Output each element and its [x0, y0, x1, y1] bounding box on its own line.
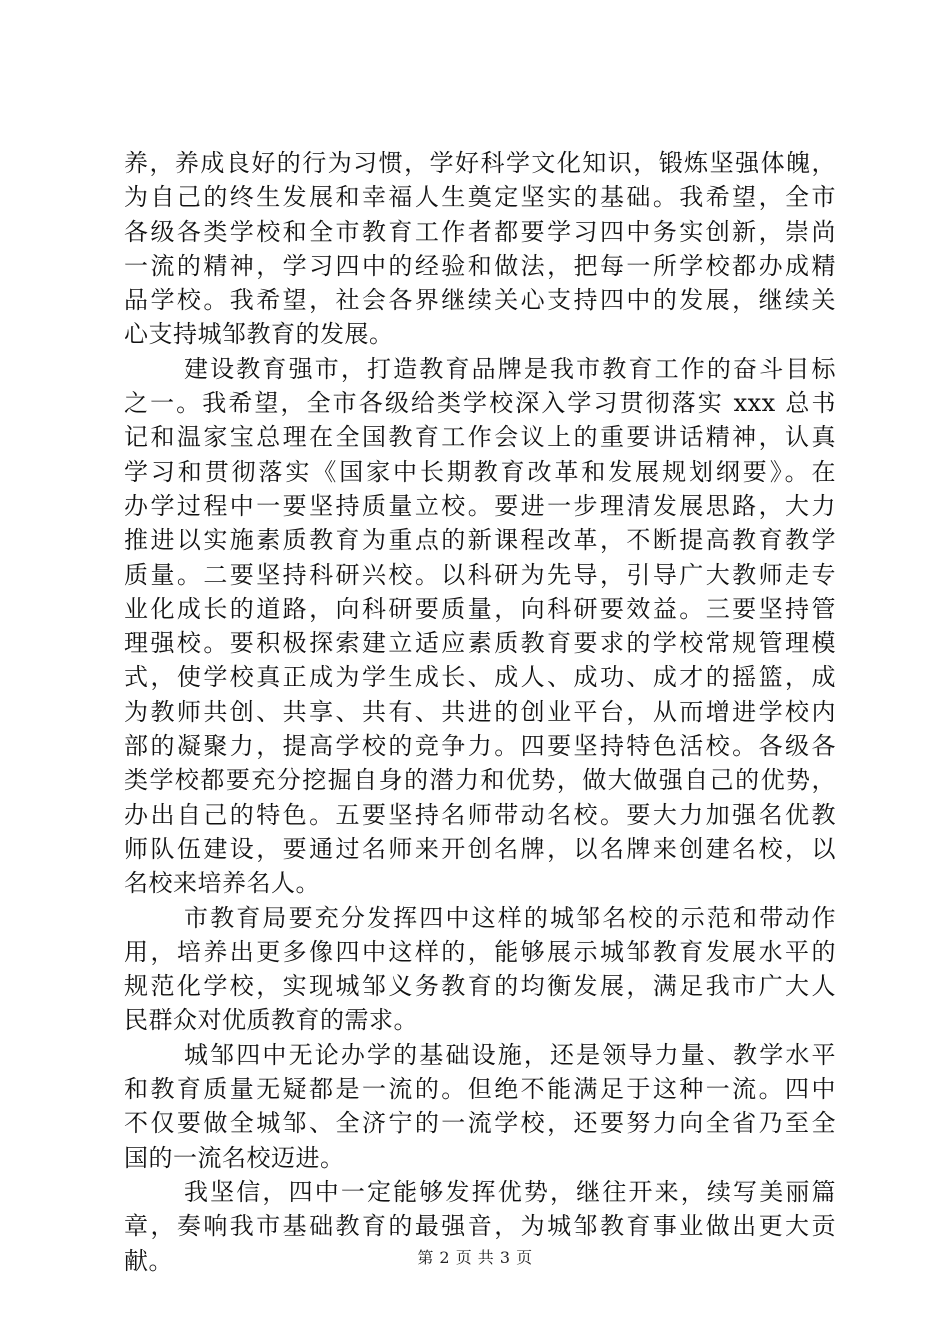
paragraph-line: 心支持城邹教育的发展。 — [124, 320, 394, 349]
paragraph-line: 养，养成良好的行为习惯，学好科学文化知识，锻炼坚强体魄， — [124, 149, 836, 177]
paragraph-line: 名校来培养名人。 — [124, 869, 320, 898]
paragraph-line: 式，使学校真正成为学生成长、成人、成功、成才的摇篮，成 — [124, 663, 836, 692]
paragraph-line: 记和温家宝总理在全国教育工作会议上的重要讲话精神，认真 — [124, 423, 836, 452]
paragraph-line: 规范化学校，实现城邹义务教育的均衡发展，满足我市广大人 — [124, 972, 836, 1001]
paragraph-line: 质量。二要坚持科研兴校。以科研为先导，引导广大教师走专 — [124, 560, 836, 589]
paragraph-line: 类学校都要充分挖掘自身的潜力和优势，做大做强自己的优势， — [124, 766, 836, 795]
page-footer: 第 2 页 共 3 页 — [417, 1248, 533, 1267]
paragraph-line: 为教师共创、共享、共有、共进的创业平台，从而增进学校内 — [124, 697, 836, 726]
paragraph-line: 办学过程中一要坚持质量立校。要进一步理清发展思路，大力 — [124, 491, 836, 520]
paragraph-line: 市教育局要充分发挥四中这样的城邹名校的示范和带动作 — [184, 903, 836, 932]
document-body — [124, 146, 836, 1278]
paragraph-line: 国的一流名校迈进。 — [124, 1143, 345, 1172]
paragraph-line: 章，奏响我市基础教育的最强音，为城邹教育事业做出更大贡 — [124, 1212, 836, 1241]
paragraph-line: 不仅要做全城邹、全济宁的一流学校，还要努力向全省乃至全 — [124, 1109, 836, 1138]
paragraph-line: 一流的精神，学习四中的经验和做法，把每一所学校都办成精 — [124, 251, 836, 280]
paragraph-line: 民群众对优质教育的需求。 — [124, 1006, 418, 1035]
paragraph-line: 理强校。要积极探索建立适应素质教育要求的学校常规管理模 — [124, 629, 836, 658]
paragraph-line: 和教育质量无疑都是一流的。但绝不能满足于这种一流。四中 — [124, 1075, 836, 1104]
paragraph-line: 为自己的终生发展和幸福人生奠定坚实的基础。我希望，全市 — [124, 183, 836, 212]
paragraph-line: 之一。我希望，全市各级给类学校深入学习贯彻落实 xxx 总书 — [124, 389, 836, 418]
paragraph-line: 办出自己的特色。五要坚持名师带动名校。要大力加强名优教 — [124, 800, 836, 829]
paragraph-line: 城邹四中无论办学的基础设施，还是领导力量、教学水平 — [184, 1040, 836, 1069]
paragraph-line: 师队伍建设，要通过名师来开创名牌，以名牌来创建名校，以 — [124, 834, 836, 863]
paragraph-line: 建设教育强市，打造教育品牌是我市教育工作的奋斗目标 — [184, 354, 836, 383]
paragraph-line: 用，培养出更多像四中这样的，能够展示城邹教育发展水平的 — [124, 937, 836, 966]
paragraph-line: 献。 — [124, 1246, 173, 1275]
paragraph-line: 部的凝聚力，提高学校的竞争力。四要坚持特色活校。各级各 — [124, 732, 836, 761]
paragraph-line: 推进以实施素质教育为重点的新课程改革，不断提高教育教学 — [124, 526, 836, 555]
paragraph — [124, 146, 836, 352]
paragraph-line: 我坚信，四中一定能够发挥优势，继往开来，续写美丽篇 — [184, 1177, 836, 1206]
paragraph — [124, 901, 836, 1038]
paragraph-line: 各级各类学校和全市教育工作者都要学习四中务实创新，崇尚 — [124, 217, 836, 246]
paragraph-line: 业化成长的道路，向科研要质量，向科研要效益。三要坚持管 — [124, 594, 836, 623]
paragraph — [124, 352, 836, 901]
paragraph-line: 品学校。我希望，社会各界继续关心支持四中的发展，继续关 — [124, 286, 836, 315]
paragraph-line: 学习和贯彻落实《国家中长期教育改革和发展规划纲要》。在 — [124, 457, 836, 486]
paragraph — [124, 1038, 836, 1175]
